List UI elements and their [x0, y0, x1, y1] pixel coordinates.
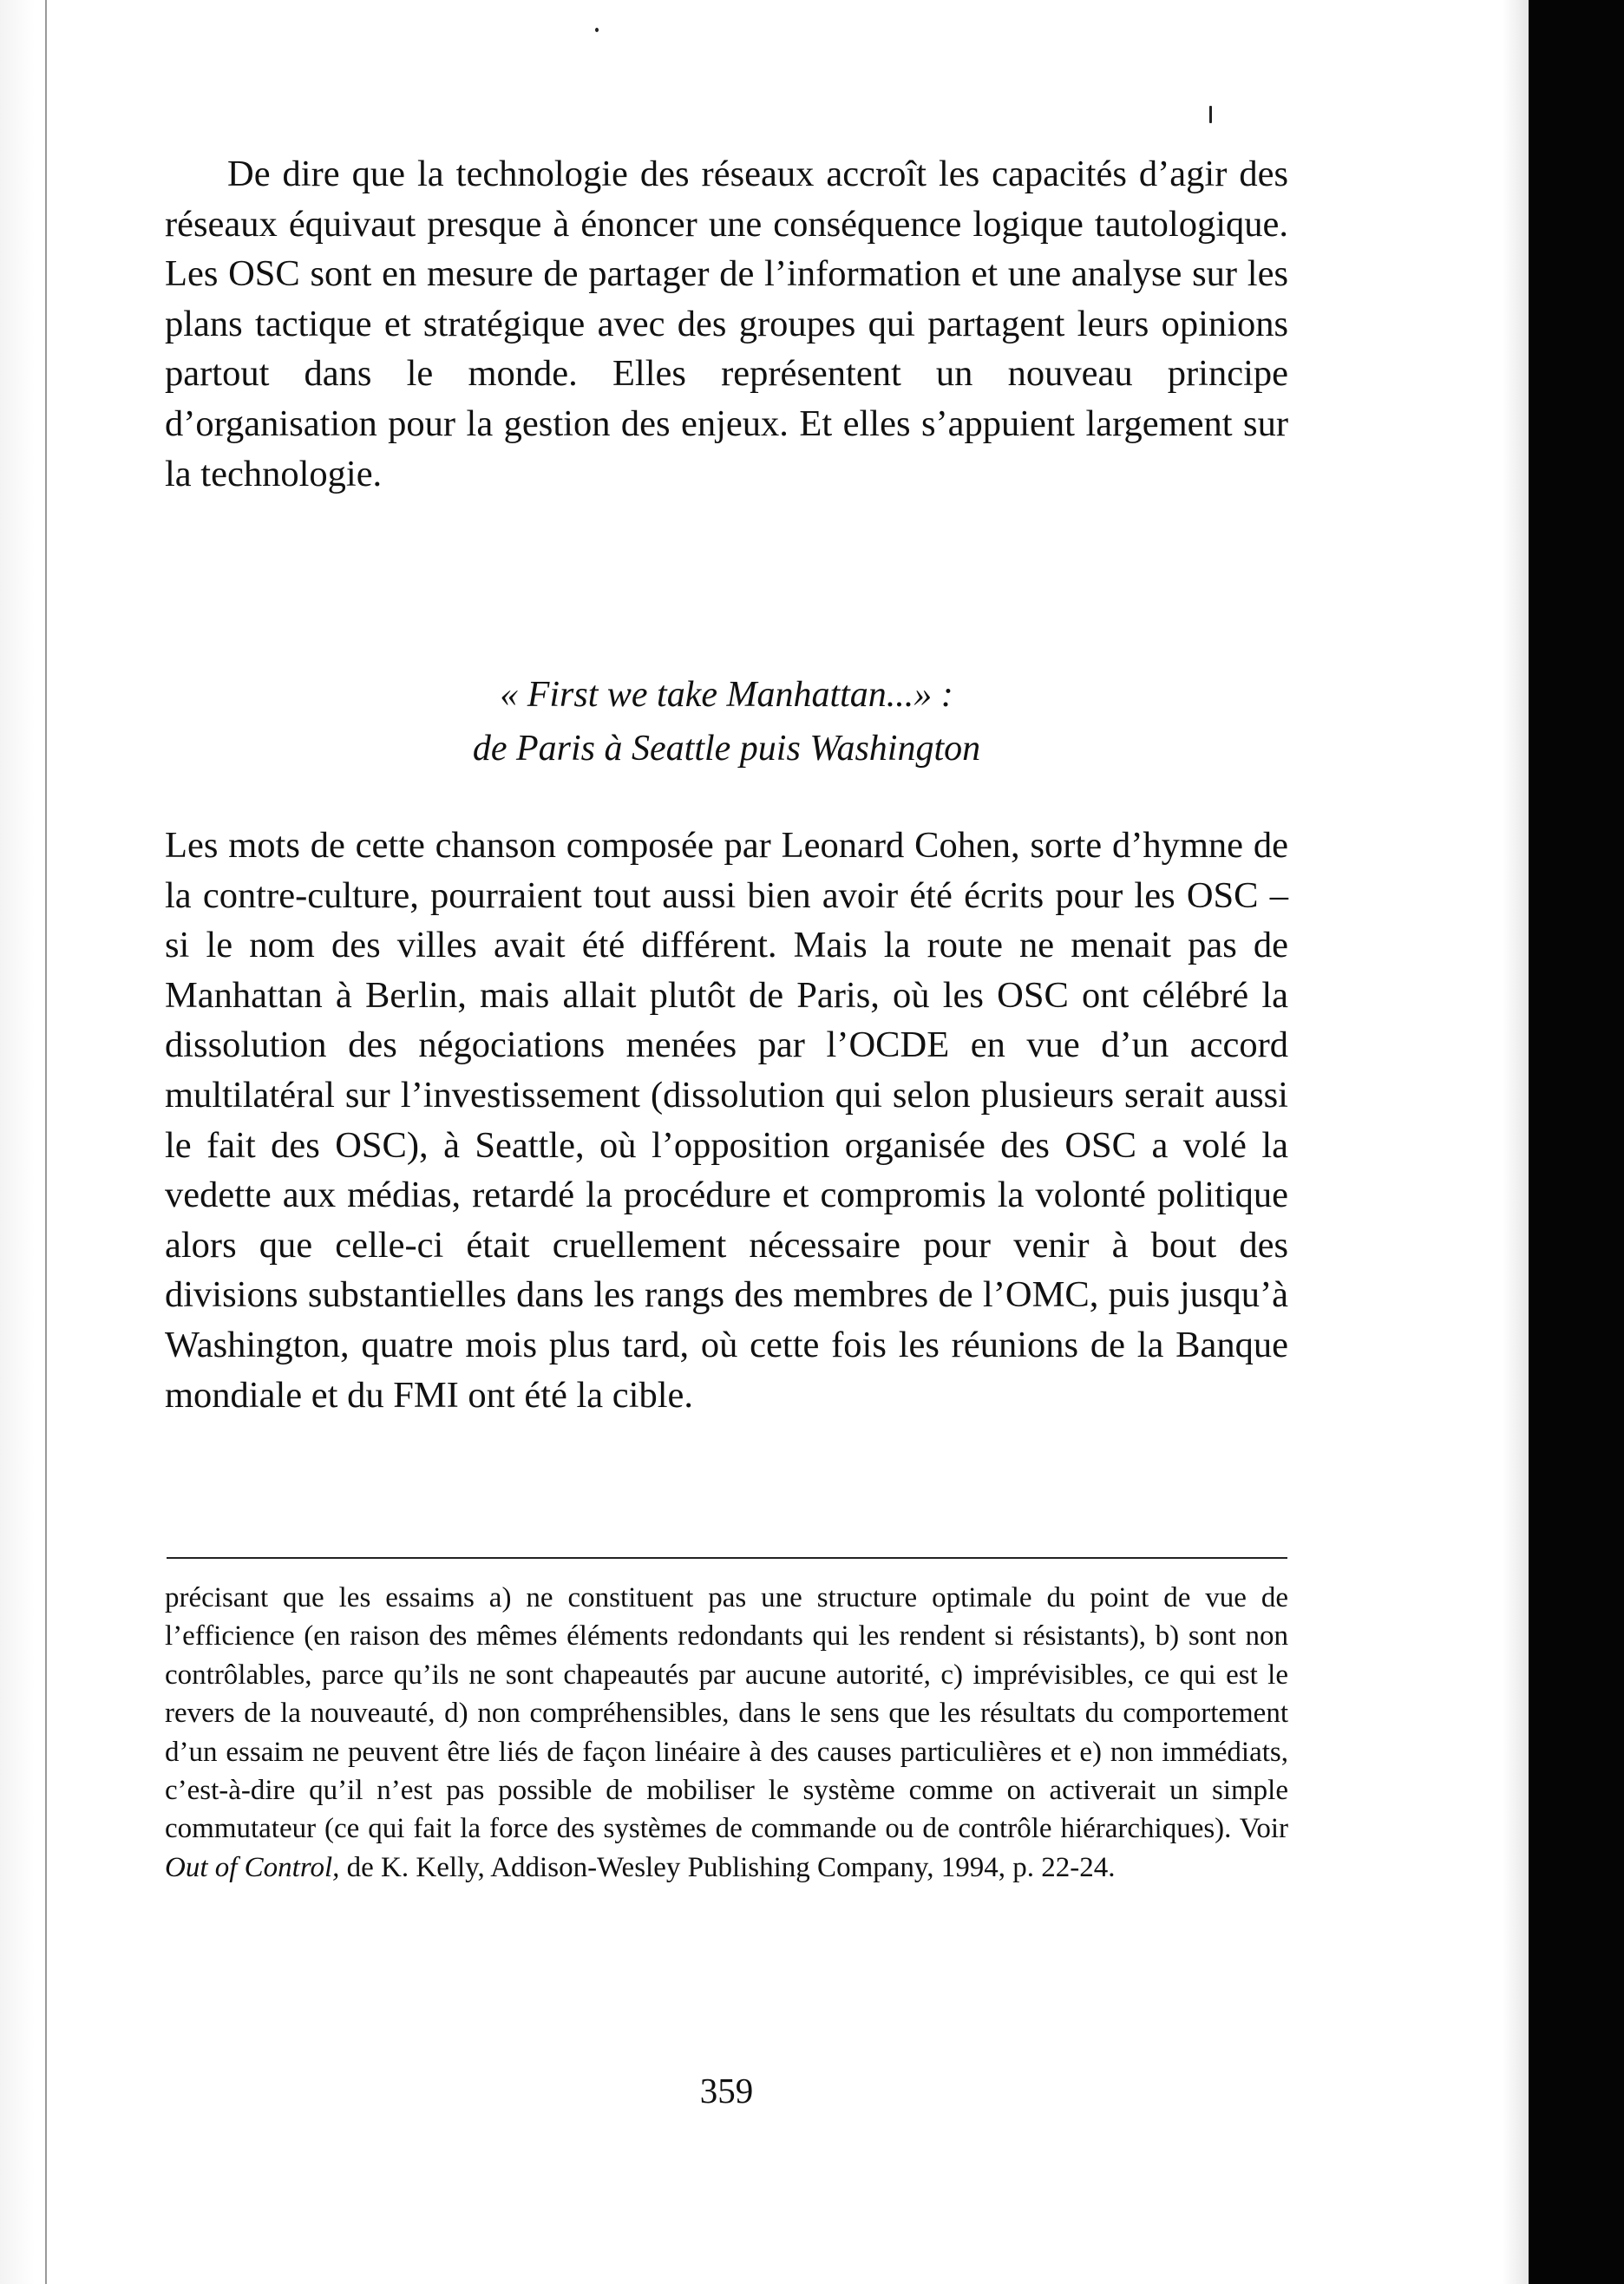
top-paragraph: De dire que la technologie des réseaux accroît les capacités d’agir des réseaux équivaut presque à énoncer une conséquence logique tautologique. Les OSC sont en mesure de partager de l’information et une analyse sur les plans tactique et stratégique avec des groupes qui partagent leurs opinions partout dans le monde. Elles représentent un nouveau principe d’organisation pour la gestion des enjeux. Et elles s’appuient largement sur la technologie. [165, 154, 1288, 494]
top-paragraph-block [165, 149, 1288, 499]
page-number: 359 [699, 2071, 754, 2111]
footnote-cited-title: Out of Control, [165, 1851, 340, 1883]
scan-right-shadow [1503, 0, 1529, 2284]
scan-speck [595, 28, 599, 32]
section-heading [165, 668, 1288, 776]
body-paragraph-block [165, 821, 1288, 1420]
footnote-separator [167, 1557, 1287, 1559]
section-heading-line-2: de Paris à Seattle puis Washington [472, 729, 981, 769]
footnote [165, 1579, 1288, 1887]
section-heading-line-1: « First we take Manhattan...» : [500, 675, 953, 715]
scan-left-margin [0, 0, 50, 2284]
footnote-citation-rest: de K. Kelly, Addison-Wesley Publishing Company, 1994, p. 22-24. [339, 1851, 1116, 1883]
scan-right-dark-border [1529, 0, 1624, 2284]
scan-speck [1209, 106, 1212, 123]
body-paragraph: Les mots de cette chanson composée par Leonard Cohen, sorte d’hymne de la contre-culture, pourraient tout aussi bien avoir été écrits pour les OSC – si le nom des villes avait été différent. Mais la route ne menait pas de Manhattan à Berlin, mais allait plutôt de Paris, où les OSC ont célébré la dissolution des négociations menées par l’OCDE en vue d’un accord multilatéral sur l’investissement (dissolution qui selon plusieurs serait aussi le fait des OSC), à Seattle, où l’opposition organisée des OSC a volé la vedette aux médias, retardé la procédure et compromis la volonté politique alors que celle-ci était cruellement nécessaire pour venir à bout des divisions substantielles dans les rangs des membres de l’OMC, puis jusqu’à Washington, quatre mois plus tard, où cette fois les réunions de la Banque mondiale et du FMI ont été la cible. [165, 825, 1288, 1416]
scan-left-edge-line [45, 0, 47, 2284]
footnote-text: précisant que les essaims a) ne constituent pas une structure optimale du point de vue de l’efficience (en raison des mêmes éléments redondants qui les rendent si résistants), b) sont non contrôlables, parce qu’ils ne sont chapeautés par aucune autorité, c) imprévisibles, ce qui est le revers de la nouveauté, d) non compréhensibles, dans le sens que les résultats du comportement d’un essaim ne peuvent être liés de façon linéaire à des causes particulières et e) non immédiats, c’est-à-dire qu’il n’est pas possible de mobiliser le système comme on activerait un simple commutateur (ce qui fait la force des systèmes de commande ou de contrôle hiérarchiques). Voir [165, 1582, 1288, 1845]
